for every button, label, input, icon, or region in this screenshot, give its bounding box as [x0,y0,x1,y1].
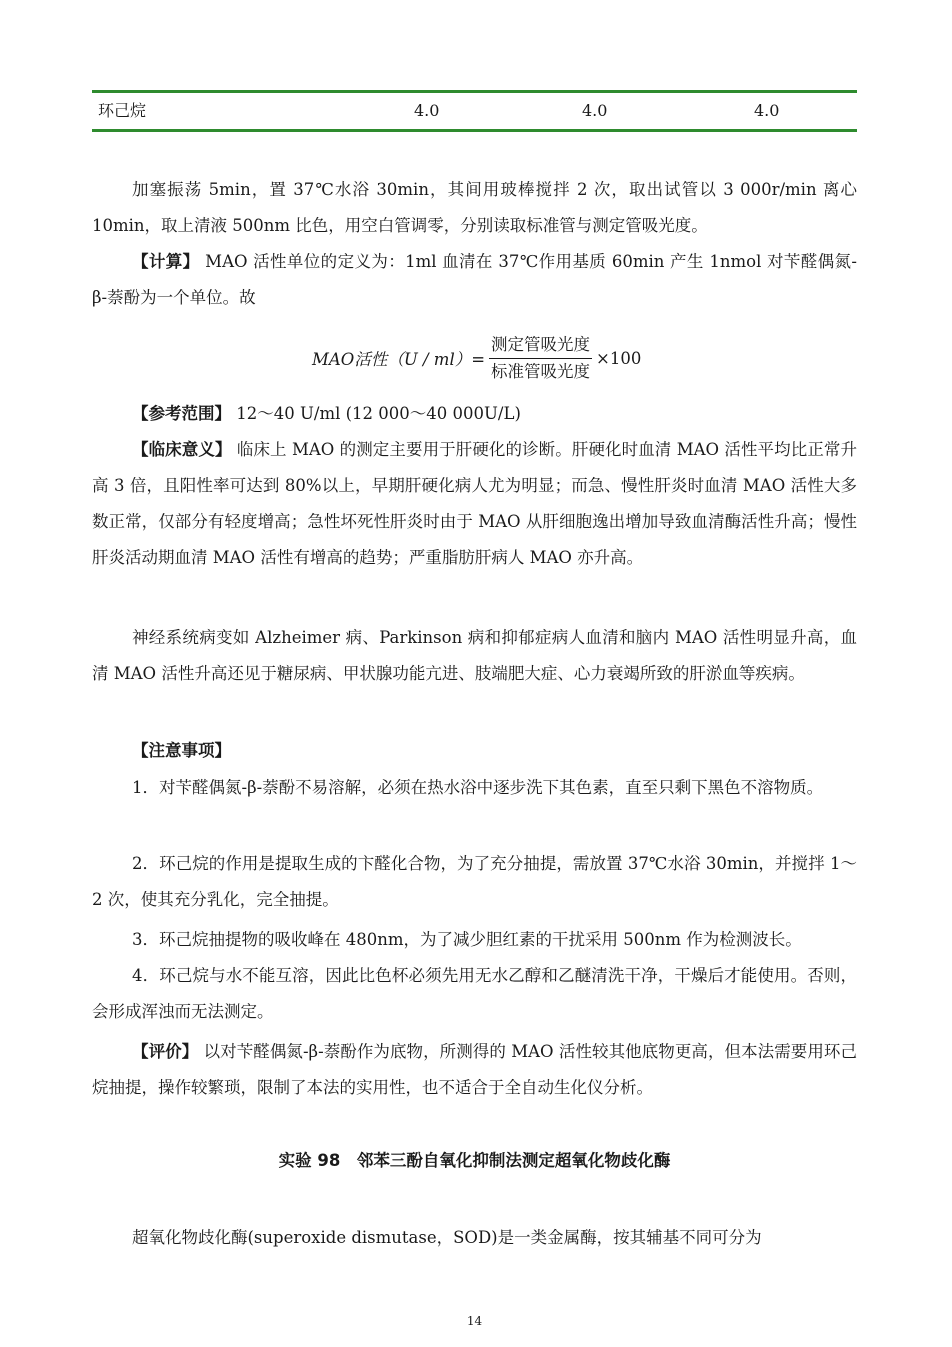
notes-heading: 【注意事项】 [132,741,231,760]
evaluation-heading: 【评价】 [132,1042,199,1061]
calculation-text: MAO 活性单位的定义为：1ml 血清在 37℃作用基质 60min 产生 1nmol 对苄醛偶氮-β-萘酚为一个单位。故 [92,252,858,307]
formula-fraction [489,334,592,383]
note-item-2: 2．环己烷的作用是提取生成的卞醛化合物，为了充分抽提，需放置 37℃水浴 30min，并搅拌 1～2 次，使其充分乳化，完全抽提。 [92,854,857,909]
formula-numerator: 测定管吸光度 [489,334,592,359]
note-item-4: 4．环己烷与水不能互溶，因此比色杯必须先用无水乙醇和乙醚清洗干净，干燥后才能使用。否则，会形成浑浊而无法测定。 [92,966,857,1021]
document-page [92,0,857,1347]
section-title: 实验 98 邻苯三酚自氧化抑制法测定超氧化物歧化酶 [278,1151,671,1170]
table-cell-name: 环己烷 [98,101,147,120]
calculation-paragraph [92,244,857,316]
note-item-3: 3．环己烷抽提物的吸收峰在 480nm，为了减少胆红素的干扰采用 500nm 作为检测波长。 [132,930,802,949]
reagent-table-fragment [92,90,857,132]
clinical-significance-paragraph [92,432,857,576]
activity-formula [312,330,641,386]
clinical-significance-text: 临床上 MAO 的测定主要用于肝硬化的诊断。肝硬化时血清 MAO 活性平均比正常升高 3 倍，且阳性率可达到 80%以上，早期肝硬化病人尤为明显；而急、慢性肝炎时血清 MAO 活性大多数正常，仅部分有轻度增高；急性坏死性肝炎时由于 MAO 从肝细胞逸出增加导致血清酶活性升高；慢性肝炎活动期血清 MAO 活性有增高的趋势；严重脂肪肝病人 MAO 亦升高。 [92,440,857,567]
note-item-1: 1．对苄醛偶氮-β-萘酚不易溶解，必须在热水浴中逐步洗下其色素，直至只剩下黑色不溶物质。 [132,778,824,797]
formula-denominator: 标准管吸光度 [491,361,591,381]
sod-intro-paragraph: 超氧化物歧化酶(superoxide dismutase，SOD)是一类金属酶，按其辅基不同可分为 [132,1228,762,1247]
reference-range-text: 12～40 U/ml (12 000～40 000U/L) [231,404,521,423]
notes-heading-line [92,733,857,769]
procedure-paragraph: 加塞振荡 5min，置 37℃水浴 30min，其间用玻棒搅拌 2 次，取出试管以 3 000r/min 离心 10min，取上清液 500nm 比色，用空白管调零，分别读取标准管与测定管吸光度。 [92,180,857,235]
table-cell-value-2: 4.0 [582,101,608,120]
table-cell-value-1: 4.0 [414,101,440,120]
reference-range-heading: 【参考范围】 [132,404,231,423]
formula-lhs: MAO活性（U / ml）= [312,350,486,369]
calculation-heading: 【计算】 [132,252,200,271]
page-number: 14 [466,1314,483,1328]
reference-range-paragraph [92,396,857,432]
formula-rhs: ×100 [596,348,642,368]
neuro-paragraph: 神经系统病变如 Alzheimer 病、Parkinson 病和抑郁症病人血清和脑内 MAO 活性明显升高，血清 MAO 活性升高还见于糖尿病、甲状腺功能亢进、肢端肥大症、心力衰竭所致的肝淤血等疾病。 [92,628,857,683]
evaluation-paragraph [92,1034,857,1106]
evaluation-text: 以对苄醛偶氮-β-萘酚作为底物，所测得的 MAO 活性较其他底物更高，但本法需要用环己烷抽提，操作较繁琐，限制了本法的实用性，也不适合于全自动生化仪分析。 [92,1042,858,1097]
table-cell-value-3: 4.0 [754,101,780,120]
clinical-significance-heading: 【临床意义】 [132,440,232,459]
